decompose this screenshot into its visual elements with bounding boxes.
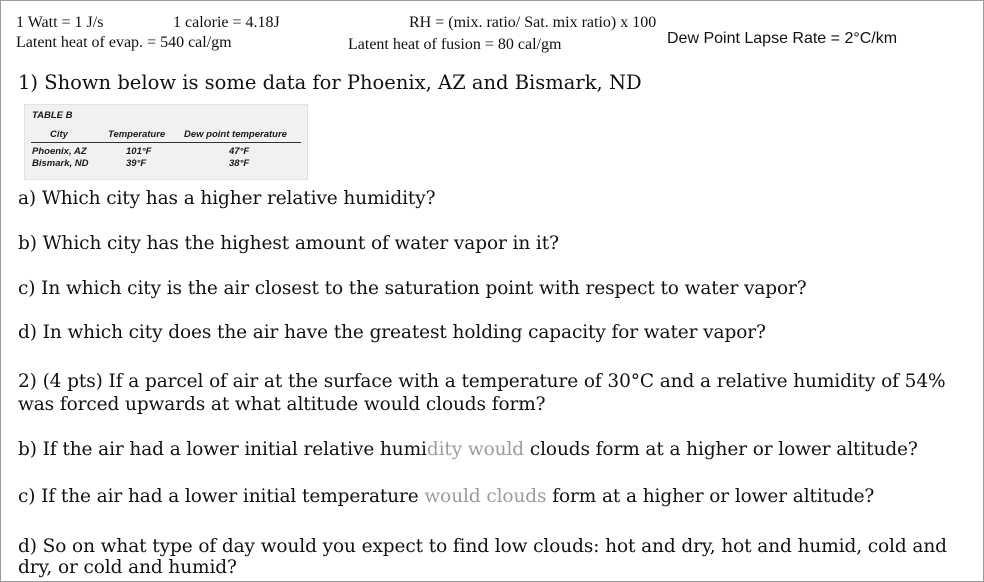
calorie-definition: 1 calorie = 4.18J [173,14,280,31]
table-cell-city: Bismark, ND [32,158,89,169]
table-cell-temperature: 101°F [126,146,152,157]
question-2b [18,439,918,461]
latent-heat-fusion: Latent heat of fusion = 80 cal/gm [348,36,562,53]
table-rule [31,142,301,143]
question-2b-faded-text: dity would [426,439,525,460]
table-title: TABLE B [32,110,73,121]
question-1d: d) In which city does the air have the greatest holding capacity for water vapor? [18,322,766,343]
question-2c-faded-text: would clouds [424,486,547,507]
rh-formula: RH = (mix. ratio/ Sat. mix ratio) x 100 [409,14,657,31]
question-2c-text-end: form at a higher or lower altitude? [546,486,875,507]
question-1c: c) In which city is the air closest to the saturation point with respect to water vapor? [18,278,807,299]
table-cell-temperature: 39°F [126,158,147,169]
table-header-city: City [50,129,68,140]
table-cell-city: Phoenix, AZ [32,146,87,157]
table-header-dewpoint: Dew point temperature [184,129,287,140]
question-2b-text: b) If the air had a lower initial relative humi [18,439,427,460]
watt-definition: 1 Watt = 1 J/s [16,14,104,31]
question-1-prompt: 1) Shown below is some data for Phoenix, AZ and Bismark, ND [18,71,642,94]
question-2b-text-end: clouds form at a higher or lower altitude? [524,439,918,460]
table-cell-dewpoint: 38°F [229,158,250,169]
question-2c-text: c) If the air had a lower initial temperature [18,486,425,507]
question-2c [18,486,874,508]
question-1b: b) Which city has the highest amount of water vapor in it? [18,233,559,254]
latent-heat-evaporation: Latent heat of evap. = 540 cal/gm [16,34,232,51]
data-table [24,104,308,180]
question-2d: d) So on what type of day would you expect to find low clouds: hot and dry, hot and humid, cold and dry, or cold and humid? [18,536,947,578]
table-cell-dewpoint: 47°F [229,146,250,157]
question-1a: a) Which city has a higher relative humidity? [18,188,436,209]
dew-point-lapse-rate: Dew Point Lapse Rate = 2°C/km [667,30,898,47]
table-header-temperature: Temperature [108,129,166,140]
question-2-prompt: 2) (4 pts) If a parcel of air at the surface with a temperature of 30°C and a relative humidity of 54% was forced upwards at what altitude would clouds form? [18,371,946,415]
